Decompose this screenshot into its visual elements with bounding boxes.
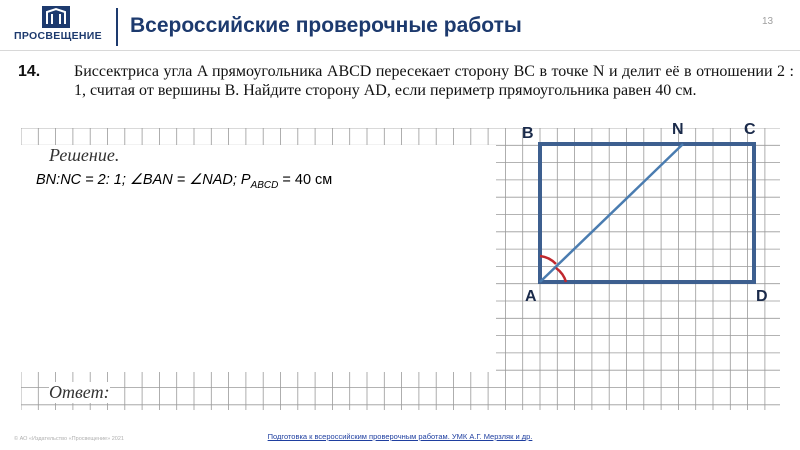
given-conditions: BN:NC = 2: 1; ∠BAN = ∠NAD; $P_{ABCD} = 40$ см xyxy=(36,172,333,191)
page-number: 13 xyxy=(762,16,774,27)
given-perimeter: = 40 см xyxy=(278,172,333,188)
copyright: © АО «Издательство «Просвещение» 2021 xyxy=(14,436,124,442)
page-title: Всероссийские проверочные работы xyxy=(130,14,522,37)
given-ratio: NC = 2: 1; ∠BAN = ∠NAD; P xyxy=(60,172,251,188)
footer-link[interactable]: Подготовка к всероссийским проверочным работам. УМК А.Г. Мерзляк и др. xyxy=(267,432,533,441)
task-number: 14. xyxy=(18,63,41,80)
task-text: Биссектриса угла A прямоугольника ABCD пересекает сторону BC в точке N и делит её в отношении 2 : 1, считая от вершины B. Найдите сторону AD, если периметр прямоугольника равен 40 см. xyxy=(74,63,794,99)
label-b: B xyxy=(522,125,534,142)
header xyxy=(0,0,800,50)
given-bn: BN xyxy=(36,172,57,188)
logo-text: ПРОСВЕЩЕНИЕ xyxy=(14,30,102,42)
header-divider xyxy=(116,8,118,46)
solution-label: Решение. xyxy=(49,145,120,165)
header-rule xyxy=(0,50,800,51)
label-c: C xyxy=(744,121,756,138)
prosveshchenie-logo xyxy=(12,6,104,46)
answer-label: Ответ: xyxy=(49,382,110,402)
answer-sheet xyxy=(21,128,780,410)
logo-icon xyxy=(42,6,70,28)
label-d: D xyxy=(756,288,768,305)
label-a: A xyxy=(525,288,537,305)
label-n: N xyxy=(672,121,684,138)
given-subscript: ABCD xyxy=(250,179,279,191)
